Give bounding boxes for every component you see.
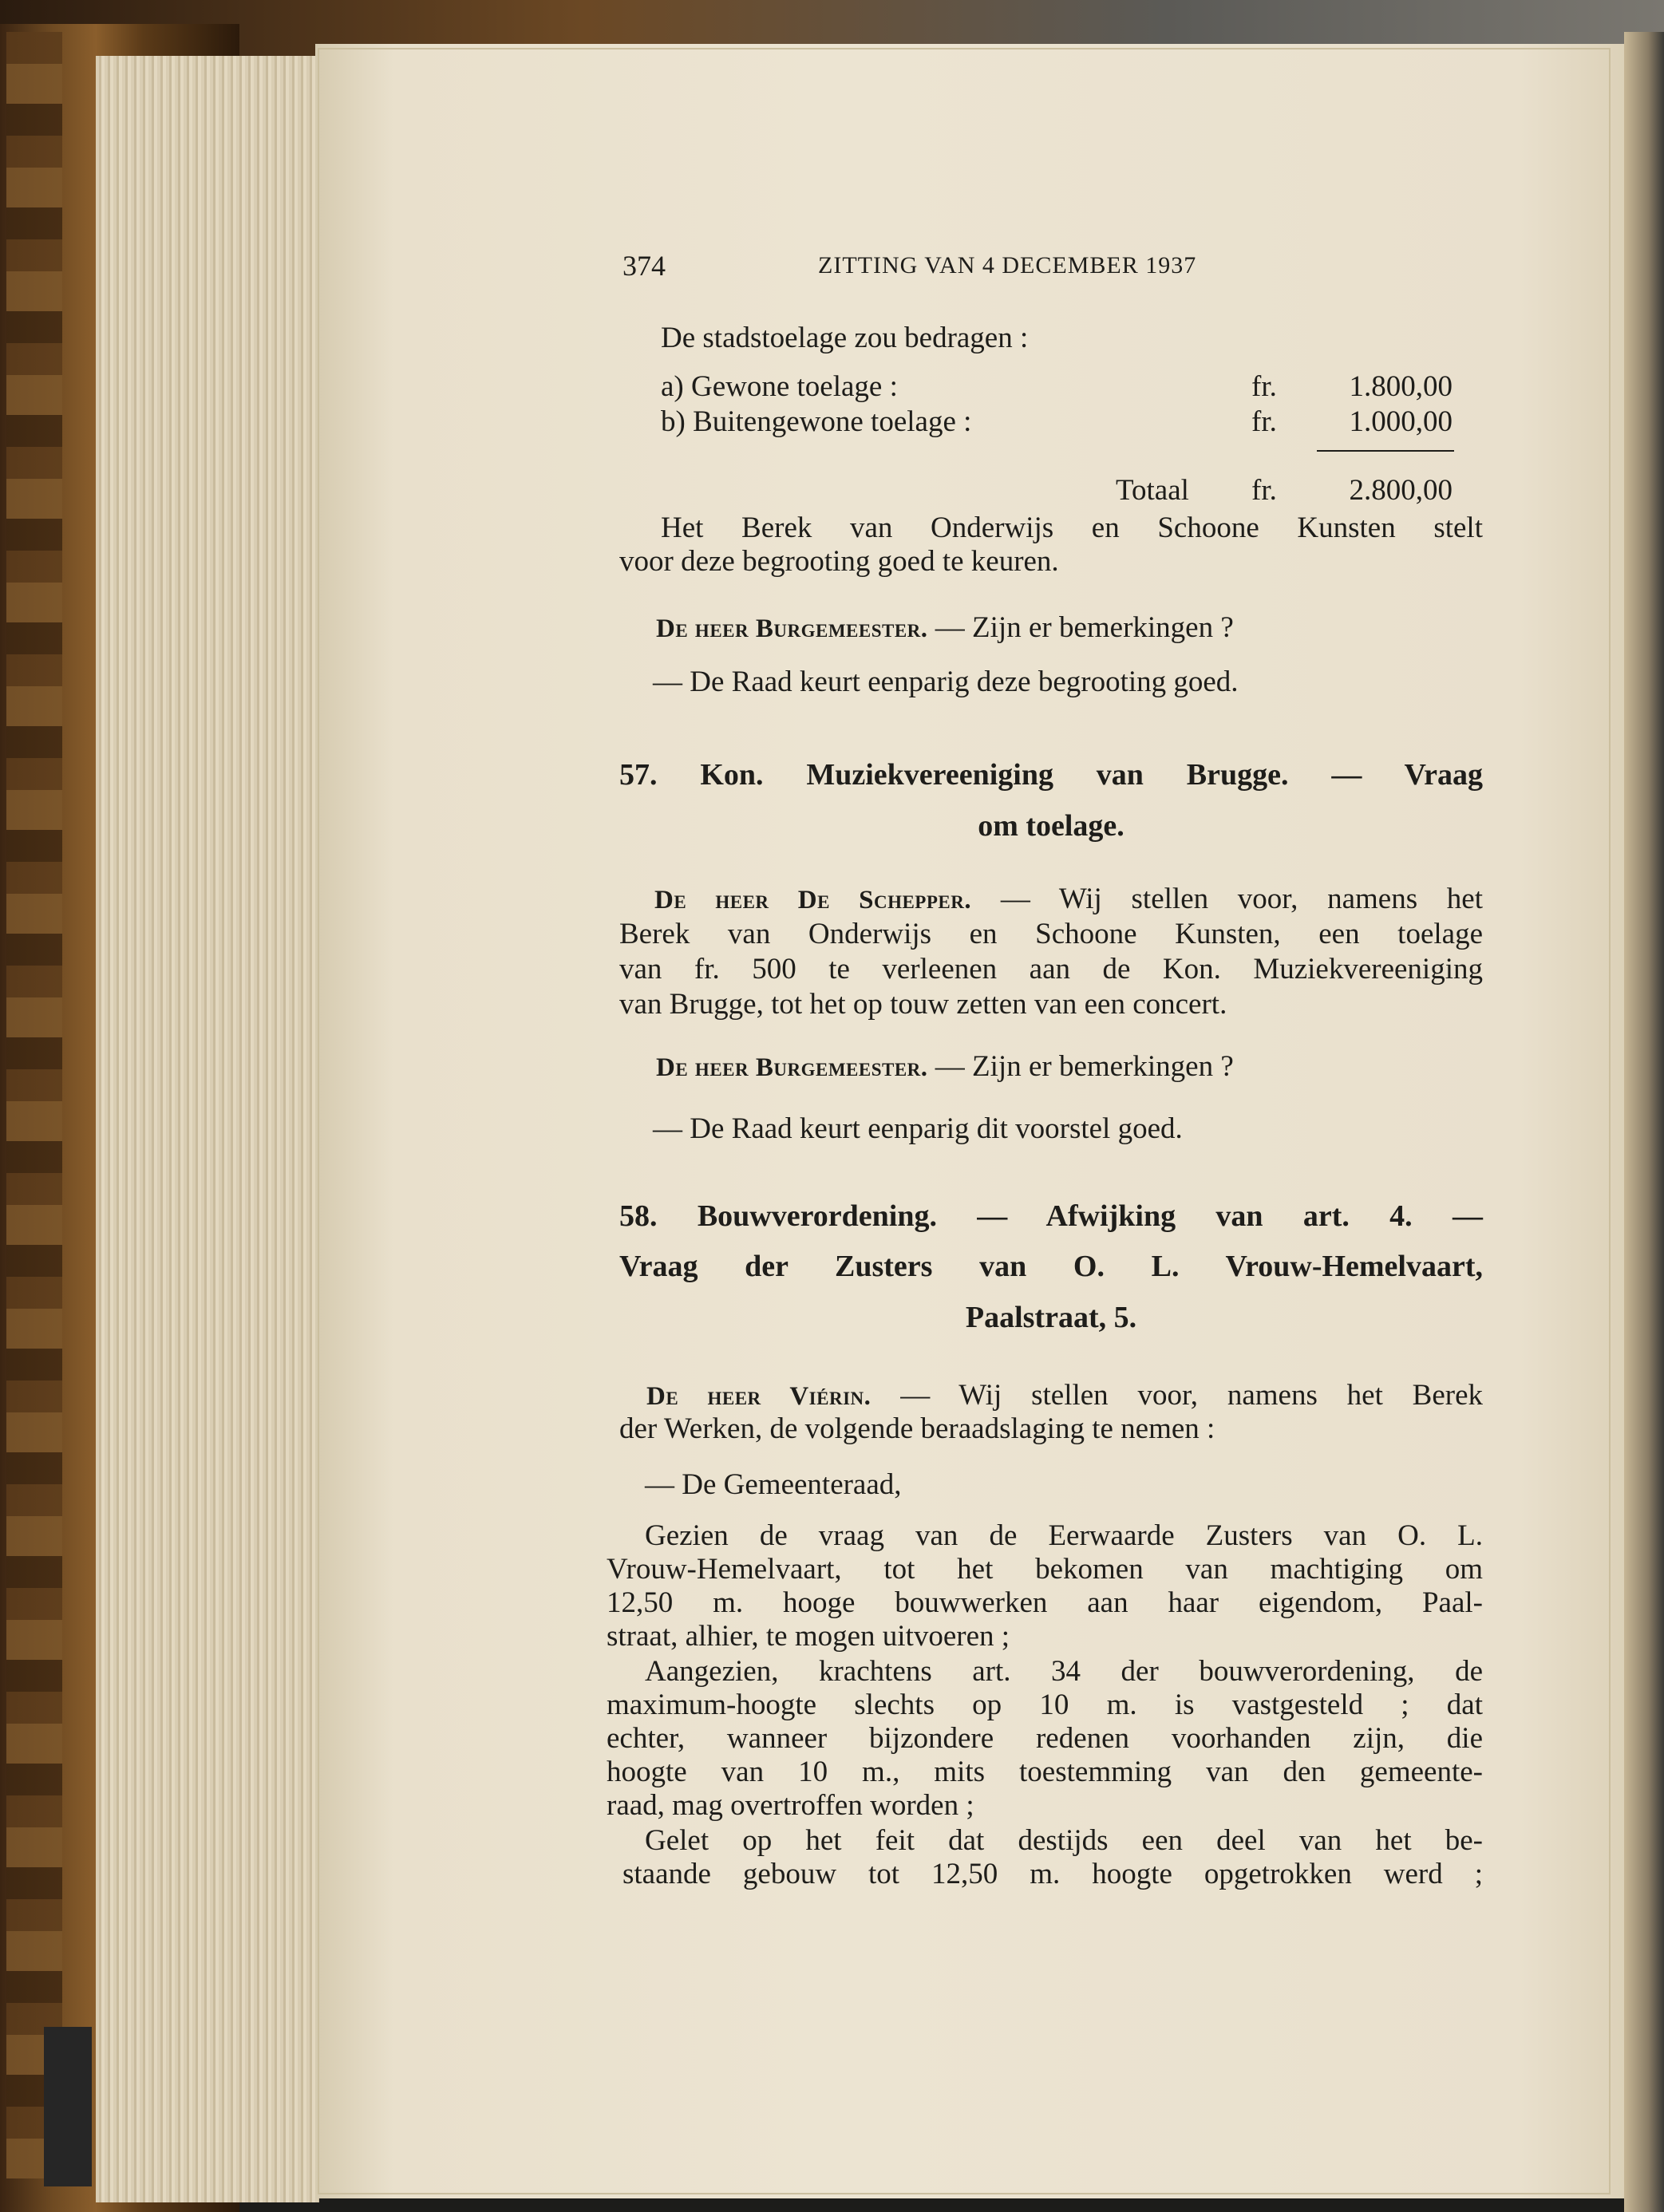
heading-57-line-2: om toelage. [978,809,1124,843]
speech-line-3: van fr. 500 te verleenen aan de Kon. Muziekvereeniging [619,953,1483,986]
facing-page-edge [1624,32,1664,2212]
gezien-line-4: straat, alhier, te mogen uitvoeren ; [607,1620,1010,1653]
speech-line-4: van Brugge, tot het op touw zetten van een concert. [619,988,1227,1021]
speech-burgemeester-1 [656,613,1234,644]
speech-burgemeester-2 [656,1052,1234,1083]
speaker-name: De heer Viérin. [646,1382,872,1411]
item-b-label: b) Buitengewone toelage : [661,405,972,438]
speech-vierin [646,1381,1483,1412]
item-a-label: a) Gewone toelage : [661,370,898,403]
marbled-cover-pattern [6,32,62,2178]
heading-57-line-1: 57. Kon. Muziekvereeniging van Brugge. — Vraag [619,758,1483,792]
gezien-line-2: Vrouw-Hemelvaart, tot het bekomen van machtiging om [607,1553,1483,1586]
gelet-line-2: staande gebouw tot 12,50 m. hoogte opgetrokken werd ; [623,1858,1483,1890]
gezien-line-1: Gezien de vraag van de Eerwaarde Zusters van O. L. [645,1519,1483,1552]
gezien-line-3: 12,50 m. hooge bouwwerken aan haar eigendom, Paal- [607,1586,1483,1619]
total-label: Totaal [1116,474,1189,507]
result-line-1: — De Raad keurt eenparig deze begrooting goed. [653,666,1239,698]
aangezien-line-1: Aangezien, krachtens art. 34 der bouwverordening, de [645,1655,1483,1688]
item-b-currency: fr. [1251,405,1277,438]
intro-line: De stadstoelage zou bedragen : [661,322,1029,354]
speech-line-2: Berek van Onderwijs en Schoone Kunsten, een toelage [619,918,1483,950]
heading-58-line-2: Vraag der Zusters van O. L. Vrouw-Hemelvaart, [619,1250,1483,1283]
result-line-2: — De Raad keurt eenparig dit voorstel goed. [653,1112,1183,1145]
speech-text: — Zijn er bemerkingen ? [935,1050,1234,1083]
speech-text: — Zijn er bemerkingen ? [935,611,1234,644]
speaker-name: De heer De Schepper. [654,886,972,914]
item-a-currency: fr. [1251,370,1277,403]
total-amount: 2.800,00 [1349,474,1453,507]
p1-line-1: Het Berek van Onderwijs en Schoone Kunsten stelt [661,512,1483,544]
speech-text: — Wij stellen voor, namens het [1000,883,1484,915]
speech-text: — Wij stellen voor, namens het Berek [900,1379,1484,1412]
item-b-amount: 1.000,00 [1349,405,1453,438]
total-rule [1317,450,1454,452]
speech-line-2: der Werken, de volgende beraadslaging te nemen : [619,1412,1215,1445]
page-edges [96,56,319,2202]
heading-58-line-1: 58. Bouwverordening. — Afwijking van art. 4. — [619,1199,1483,1233]
running-title: ZITTING VAN 4 DECEMBER 1937 [818,252,1197,278]
p1-line-2: voor deze begrooting goed te keuren. [619,545,1059,578]
aangezien-line-3: echter, wanneer bijzondere redenen voorhanden zijn, die [607,1722,1483,1755]
total-currency: fr. [1251,474,1277,507]
gemeenteraad-line: — De Gemeenteraad, [645,1468,902,1501]
spine-corner [44,2027,92,2186]
gelet-line-1: Gelet op het feit dat destijds een deel van het be- [645,1824,1483,1857]
speech-de-schepper [654,884,1483,915]
item-a-amount: 1.800,00 [1349,370,1453,403]
heading-58-line-3: Paalstraat, 5. [965,1301,1137,1334]
aangezien-line-4: hoogte van 10 m., mits toestemming van den gemeente- [607,1756,1483,1788]
aangezien-line-2: maximum-hoogte slechts op 10 m. is vastgesteld ; dat [607,1689,1483,1721]
aangezien-line-5: raad, mag overtroffen worden ; [607,1789,974,1822]
page-number: 374 [623,250,666,282]
speaker-name: De heer Burgemeester. [656,614,928,643]
speaker-name: De heer Burgemeester. [656,1053,928,1082]
